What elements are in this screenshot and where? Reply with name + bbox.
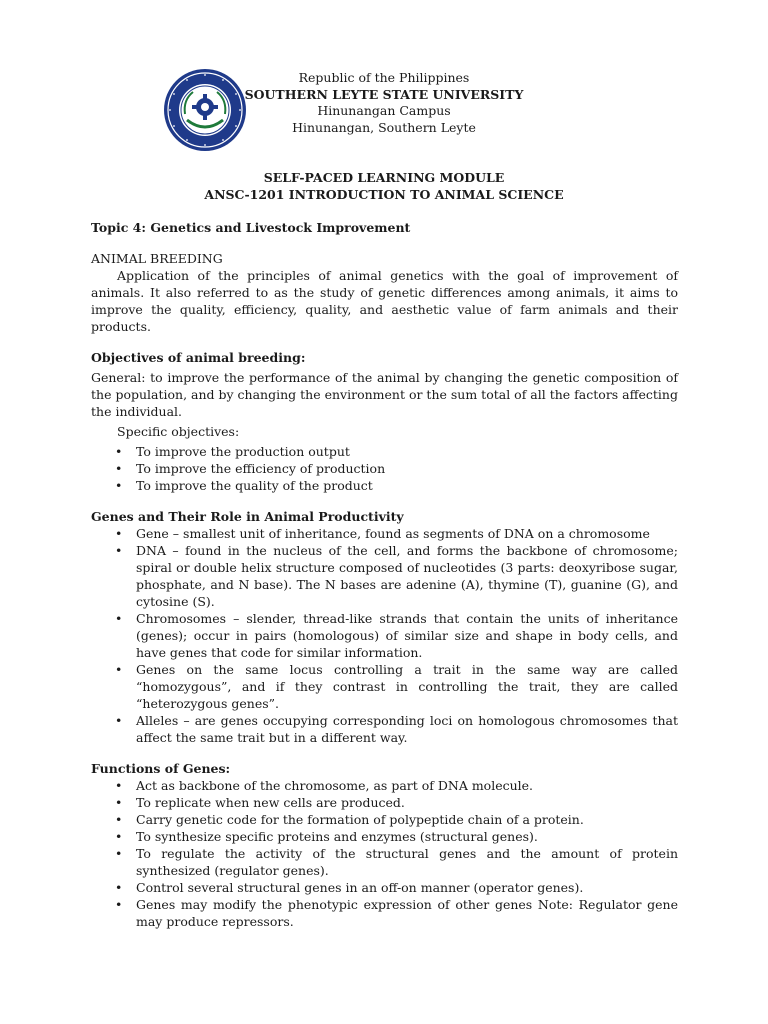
list-item: • To regulate the activity of the structural genes and the amount of protein synthesized (regulator genes). xyxy=(115,846,678,878)
header-republic: Republic of the Philippines xyxy=(298,70,470,85)
bullet-icon: • xyxy=(115,662,123,677)
header-campus: Hinunangan Campus xyxy=(317,103,451,118)
bullet-icon: • xyxy=(115,713,123,728)
objectives-heading: Objectives of animal breeding: xyxy=(91,350,306,365)
bullet-icon: • xyxy=(115,478,123,493)
list-item: • Act as backbone of the chromosome, as part of DNA molecule. xyxy=(115,778,534,793)
bullet-icon: • xyxy=(115,611,123,626)
bullet-icon: • xyxy=(115,461,123,476)
bullet-icon: • xyxy=(115,880,123,895)
genes-role-list xyxy=(91,525,678,746)
bullet-icon: • xyxy=(115,812,123,827)
module-title: SELF-PACED LEARNING MODULE xyxy=(263,170,505,185)
header-university-name: SOUTHERN LEYTE STATE UNIVERSITY xyxy=(244,86,524,102)
specific-objectives-label: Specific objectives: xyxy=(117,424,240,439)
bullet-icon: • xyxy=(115,846,123,861)
animal-breeding-paragraph: Application of the principles of animal genetics with the goal of improvement of animals. It also referred to as the study of genetic differences among animals, it aims to improve the quality, efficiency, quality, and aesthetic value of farm animals and their products. xyxy=(91,268,678,334)
bullet-icon: • xyxy=(115,795,123,810)
functions-heading: Functions of Genes: xyxy=(91,761,231,776)
topic-heading: Topic 4: Genetics and Livestock Improvement xyxy=(91,220,411,235)
genes-role-heading: Genes and Their Role in Animal Productivity xyxy=(91,509,404,524)
course-title: ANSC-1201 INTRODUCTION TO ANIMAL SCIENCE xyxy=(204,187,564,202)
functions-list xyxy=(91,777,678,930)
bullet-icon: • xyxy=(115,444,123,459)
module-title-block xyxy=(150,169,618,203)
bullet-icon: • xyxy=(115,829,123,844)
list-item: • Carry genetic code for the formation of polypeptide chain of a protein. xyxy=(115,812,584,827)
document-header xyxy=(200,70,568,136)
bullet-icon: • xyxy=(115,526,123,541)
document-body xyxy=(91,219,678,930)
list-item: • Gene – smallest unit of inheritance, found as segments of DNA on a chromosome xyxy=(115,526,650,541)
list-item: • To improve the efficiency of production xyxy=(115,461,386,476)
list-item: • Genes on the same locus controlling a trait in the same way are called “homozygous”, and if they contrast in controlling the trait, they are called “heterozygous genes”. xyxy=(115,662,678,711)
bullet-icon: • xyxy=(115,778,123,793)
objectives-general: General: to improve the performance of the animal by changing the genetic composition of the population, and by changing the environment or the sum total of all the factors affecting the individual. xyxy=(91,370,678,419)
bullet-icon: • xyxy=(115,897,123,912)
list-item: • Alleles – are genes occupying corresponding loci on homologous chromosomes that affect the same trait but in a different way. xyxy=(115,713,678,745)
animal-breeding-heading: ANIMAL BREEDING xyxy=(91,251,223,266)
list-item: • To improve the quality of the product xyxy=(115,478,373,493)
list-item: • To replicate when new cells are produced. xyxy=(115,795,405,810)
list-item: • Genes may modify the phenotypic expression of other genes Note: Regulator gene may produce repressors. xyxy=(115,897,678,929)
bullet-icon: • xyxy=(115,543,123,558)
specific-objectives-list xyxy=(91,443,678,494)
list-item: • Control several structural genes in an off-on manner (operator genes). xyxy=(115,880,584,895)
list-item: • To improve the production output xyxy=(115,444,350,459)
header-address: Hinunangan, Southern Leyte xyxy=(292,119,476,135)
list-item: • DNA – found in the nucleus of the cell, and forms the backbone of chromosome; spiral or double helix structure composed of nucleotides (3 parts: deoxyribose sugar, phosphate, and N base). The N bases are adenine (A), thymine (T), guanine (G), and cytosine (S). xyxy=(115,543,678,609)
list-item: • To synthesize specific proteins and enzymes (structural genes). xyxy=(115,829,538,844)
list-item: • Chromosomes – slender, thread-like strands that contain the units of inheritance (genes); occur in pairs (homologous) of similar size and shape in body cells, and have genes that code for similar information. xyxy=(115,611,678,660)
